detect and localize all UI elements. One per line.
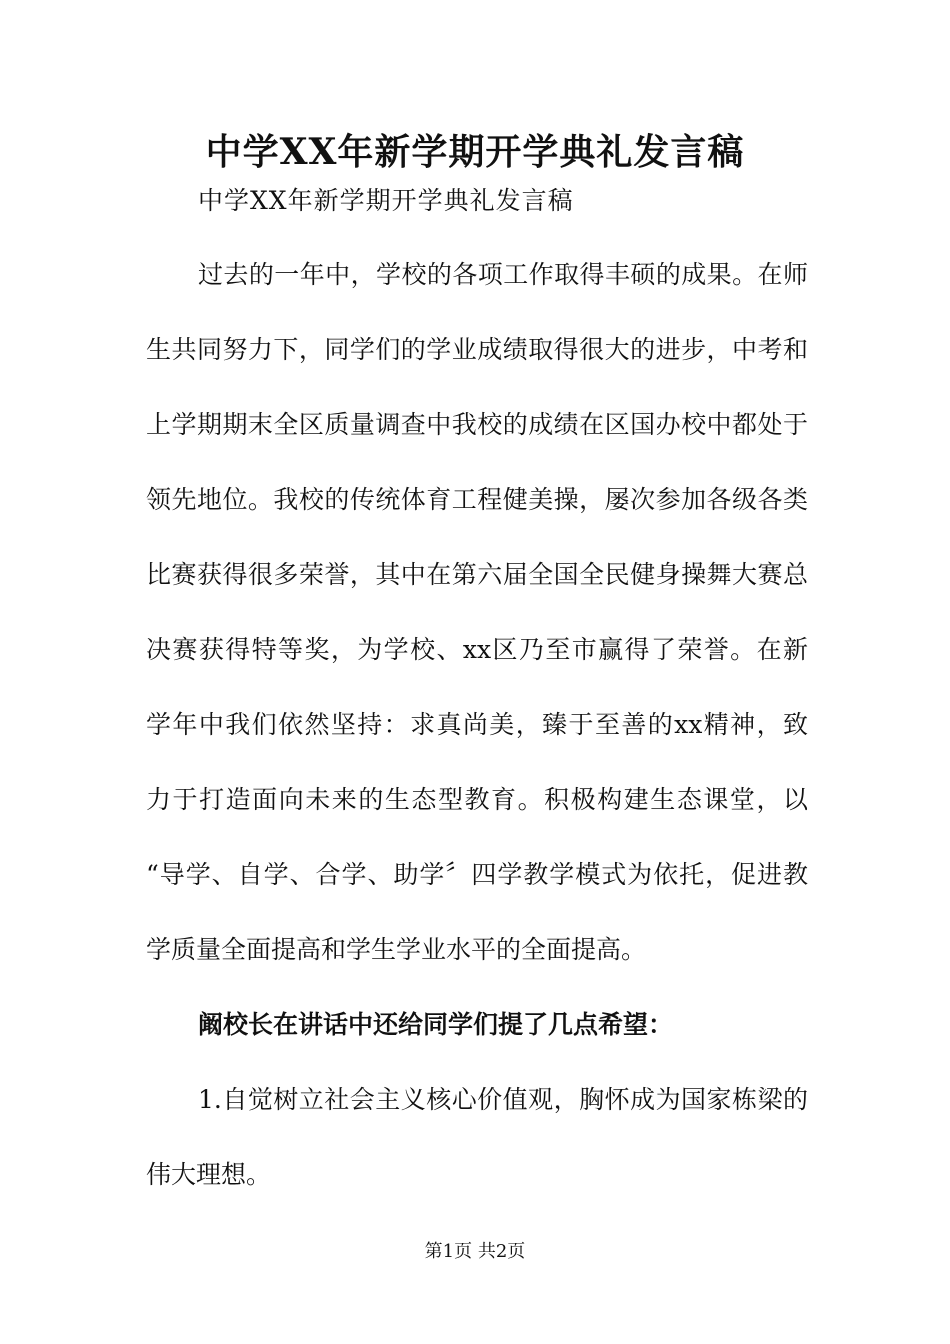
section-heading: 阚校长在讲话中还给同学们提了几点希望： [198, 1010, 674, 1039]
list-item-line: 伟大理想。 [146, 1160, 272, 1189]
paragraph-line: 力于打造面向未来的生态型教育。积极构建生态课堂，以 [146, 785, 808, 814]
paragraph-line: “导学、自学、合学、助学〞四学教学模式为依托，促进教 [146, 860, 808, 889]
paragraph-line: 比赛获得很多荣誉，其中在第六届全国全民健身操舞大赛总 [146, 560, 808, 589]
paragraph-line: 过去的一年中，学校的各项工作取得丰硕的成果。在师 [198, 260, 808, 289]
page-number: 第1页 共2页 [424, 1241, 526, 1262]
document-subtitle: 中学XX年新学期开学典礼发言稿 [198, 186, 574, 215]
list-item-line: 1.自觉树立社会主义核心价值观，胸怀成为国家栋梁的 [198, 1085, 808, 1114]
document-title: 中学XX年新学期开学典礼发言稿 [205, 131, 745, 173]
paragraph-line: 领先地位。我校的传统体育工程健美操，屡次参加各级各类 [146, 485, 808, 514]
paragraph-line: 学质量全面提高和学生学业水平的全面提高。 [146, 935, 647, 964]
paragraph-line: 生共同努力下，同学们的学业成绩取得很大的进步，中考和 [146, 335, 808, 364]
paragraph-line: 上学期期末全区质量调查中我校的成绩在区国办校中都处于 [146, 410, 808, 439]
paragraph-line: 学年中我们依然坚持：求真尚美，臻于至善的xx精神，致 [146, 710, 808, 739]
paragraph-line: 决赛获得特等奖，为学校、xx区乃至市赢得了荣誉。在新 [146, 635, 808, 664]
